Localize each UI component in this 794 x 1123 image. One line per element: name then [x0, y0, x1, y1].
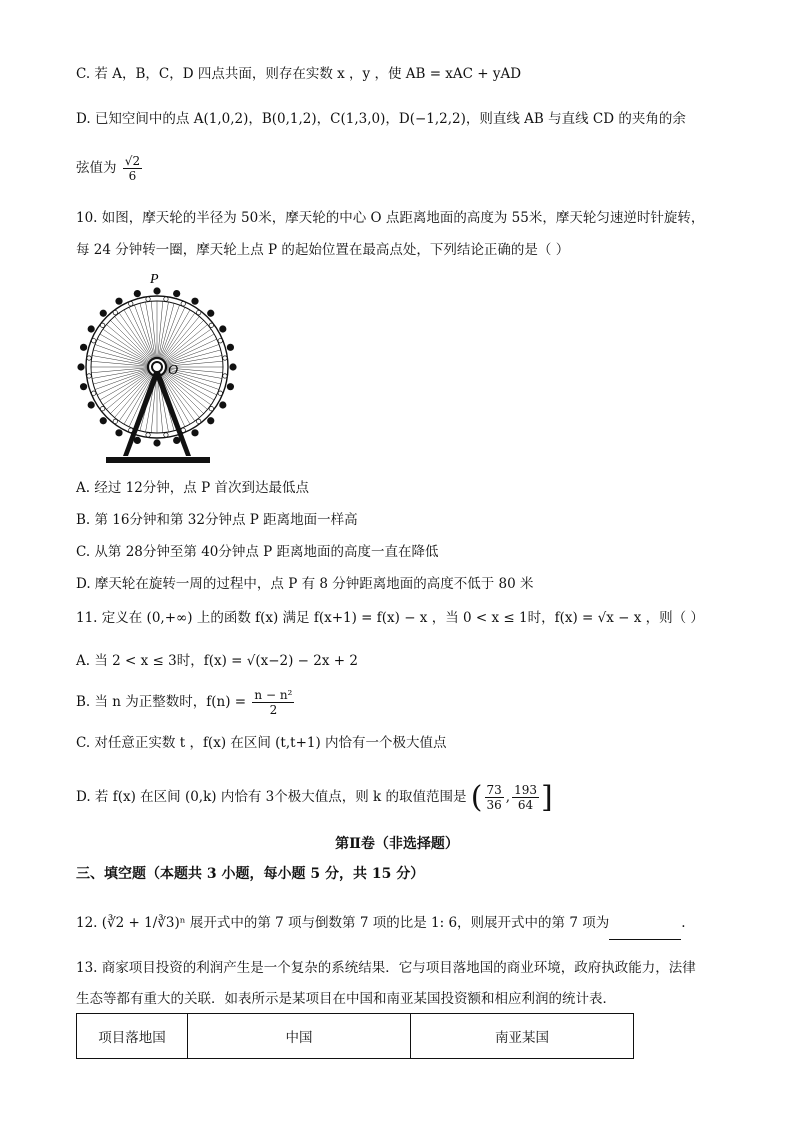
part2-title: 第Ⅱ卷（非选择题）	[335, 836, 459, 852]
q9-d-prefix: 弦值为	[76, 160, 117, 176]
wheel-rim-light	[223, 356, 227, 360]
q11-option-c: C. 对任意正实数 t ，f(x) 在区间 (t,t+1) 内恰有一个极大值点	[76, 735, 447, 751]
q10-stem-line1: 10. 如图，摩天轮的半径为 50米，摩天轮的中心 O 点距离地面的高度为 55米，摩天轮匀速逆时针旋转，	[76, 210, 705, 226]
wheel-cabin	[134, 290, 141, 297]
q11-b-denominator: 2	[269, 703, 278, 717]
q10-option-a: A. 经过 12分钟，点 P 首次到达最低点	[76, 480, 309, 496]
ground-base	[106, 457, 210, 463]
wheel-cabin	[191, 429, 198, 436]
q10-option-c: C. 从第 28分钟至第 40分钟点 P 距离地面的高度一直在降低	[76, 544, 439, 560]
wheel-cabin	[227, 383, 234, 390]
table-header-cell: 南亚某国	[411, 1014, 634, 1059]
wheel-cabin	[219, 325, 226, 332]
hub-inner	[152, 362, 162, 372]
wheel-cabin	[153, 439, 160, 446]
wheel-rim-light	[146, 433, 150, 437]
q12-expression: (∛2 + 1/∛3)ⁿ	[101, 915, 186, 931]
q12-text: 展开式中的第 7 项与倒数第 7 项的比是 1: 6，则展开式中的第 7 项为	[189, 915, 610, 931]
wheel-cabin	[153, 287, 160, 294]
table-header-cell: 项目落地国	[77, 1014, 188, 1059]
wheel-rim-light	[218, 339, 222, 343]
wheel-rim-light	[223, 374, 227, 378]
wheel-cabin	[115, 429, 122, 436]
wheel-rim-light	[181, 302, 185, 306]
wheel-rim-light	[218, 391, 222, 395]
wheel-cabin	[100, 310, 107, 317]
wheel-rim-light	[100, 323, 104, 327]
q10-option-b: B. 第 16分钟和第 32分钟点 P 距离地面一样高	[76, 512, 358, 528]
wheel-rim-light	[87, 356, 91, 360]
wheel-cabin	[88, 401, 95, 408]
table-header-cell: 中国	[188, 1014, 411, 1059]
wheel-rim-light	[100, 407, 104, 411]
q13-line2: 生态等都有重大的关联．如表所示是某项目在中国和南亚某国投资额和相应利润的统计表．	[76, 991, 616, 1007]
q11-stem: 11. 定义在 (0,+∞) 上的函数 f(x) 满足 f(x+1) = f(x) − x ，当 0 < x ≤ 1时，f(x) = √x − x ，则（ ）	[76, 610, 704, 626]
wheel-rim-light	[209, 407, 213, 411]
section-fill-in-blank: 三、填空题（本题共 3 小题，每小题 5 分，共 15 分）	[76, 866, 425, 882]
q11-d-numerator-lower: 73	[486, 783, 502, 797]
wheel-rim-light	[92, 339, 96, 343]
q11-d-denominator-lower: 36	[486, 798, 502, 812]
wheel-rim-light	[164, 297, 168, 301]
q9-option-d-line2	[76, 152, 144, 184]
q9-option-c: C. 若 A，B，C，D 四点共面，则存在实数 x ，y ，使 AB = xAC + yAD	[76, 66, 522, 82]
wheel-cabin	[115, 298, 122, 305]
wheel-cabin	[77, 363, 84, 370]
wheel-rim-light	[87, 374, 91, 378]
q11-d-numerator-upper: 193	[514, 783, 537, 797]
wheel-cabin	[100, 417, 107, 424]
q11-b-fraction	[252, 688, 294, 717]
wheel-rim-light	[197, 310, 201, 314]
wheel-rim-light	[146, 297, 150, 301]
wheel-rim-light	[209, 323, 213, 327]
wheel-cabin	[88, 325, 95, 332]
right-bracket: ]	[540, 779, 553, 815]
q11-d-prefix: D. 若 f(x) 在区间 (0,k) 内恰有 3个极大值点，则 k 的取值范围是	[76, 789, 467, 805]
q11-option-a: A. 当 2 < x ≤ 3时，f(x) = √(x−2) − 2x + 2	[76, 653, 358, 669]
q12	[76, 906, 686, 940]
ferris-wheel-figure	[70, 268, 250, 468]
q13-table	[76, 1013, 634, 1059]
wheel-cabin	[207, 310, 214, 317]
q12-number: 12.	[76, 915, 98, 931]
left-paren: (	[470, 779, 483, 815]
q11-b-numerator: n − n²	[254, 688, 293, 702]
wheel-cabin	[207, 417, 214, 424]
q9-d-fraction	[123, 154, 142, 183]
wheel-cabin	[227, 344, 234, 351]
wheel-cabin	[219, 401, 226, 408]
q12-answer-blank[interactable]	[609, 925, 681, 940]
q11-option-d: D. 若 f(x) 在区间 (0,k) 内恰有 3个极大值点，则 k 的取值范围是 ( $\frac{73}{36}$ , $\frac{193}{64}$ ]	[76, 779, 553, 815]
q13-line1: 13. 商家项目投资的利润产生是一个复杂的系统结果．它与项目落地国的商业环境，政府执政能力，法律	[76, 960, 696, 976]
label-o: O	[168, 363, 179, 378]
wheel-rim-light	[113, 310, 117, 314]
q11-option-b	[76, 684, 296, 720]
q10-stem-line2: 每 24 分钟转一圈，摩天轮上点 P 的起始位置在最高点处，下列结论正确的是（ ）	[76, 242, 570, 258]
q9-d-denominator: 6	[128, 169, 137, 183]
table-row	[77, 1014, 634, 1059]
wheel-rim-light	[197, 419, 201, 423]
wheel-cabin	[80, 383, 87, 390]
wheel-rim-light	[92, 391, 96, 395]
q11-b-prefix: B. 当 n 为正整数时，f(n) =	[76, 694, 247, 710]
wheel-cabin	[80, 344, 87, 351]
q12-end: .	[681, 915, 686, 931]
wheel-cabin	[173, 290, 180, 297]
q10-option-d: D. 摩天轮在旋转一周的过程中，点 P 有 8 分钟距离地面的高度不低于 80 米	[76, 576, 534, 592]
q9-d-numerator: √2	[124, 154, 141, 168]
wheel-rim-light	[129, 302, 133, 306]
q11-d-fraction-lower	[485, 783, 504, 812]
q11-d-fraction-upper	[512, 783, 539, 812]
wheel-rim-light	[164, 433, 168, 437]
q11-d-denominator-upper: 64	[517, 798, 534, 812]
wheel-cabin	[229, 363, 236, 370]
wheel-cabin	[191, 298, 198, 305]
q9-option-d-line1: D. 已知空间中的点 A(1,0,2)，B(0,1,2)，C(1,3,0)，D(−1,2,2)，则直线 AB 与直线 CD 的夹角的余	[76, 111, 686, 127]
wheel-rim-light	[113, 419, 117, 423]
label-p: P	[150, 272, 159, 287]
